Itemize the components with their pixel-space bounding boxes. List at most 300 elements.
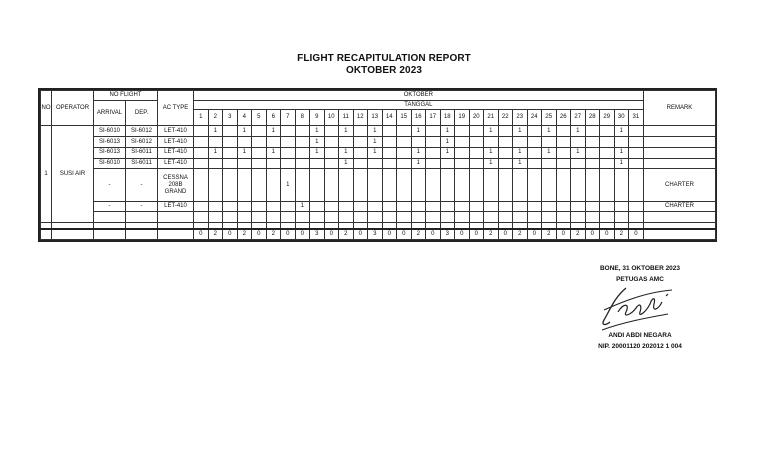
cell-empty xyxy=(643,212,716,223)
table-row xyxy=(41,147,716,158)
cell-day xyxy=(455,147,470,158)
cell-day xyxy=(498,137,513,148)
cell-day xyxy=(426,147,441,158)
cell-day xyxy=(353,201,368,212)
cell-day xyxy=(324,169,339,201)
cell-day xyxy=(324,137,339,148)
cell-day: 1 xyxy=(513,126,528,137)
cell-day xyxy=(397,169,412,201)
cell-day xyxy=(237,201,252,212)
cell-day: 1 xyxy=(208,147,223,158)
cell-day: 1 xyxy=(339,147,354,158)
header-day: 21 xyxy=(484,110,499,126)
header-day: 28 xyxy=(585,110,600,126)
cell-empty xyxy=(426,212,441,223)
cell-arrival: - xyxy=(94,201,126,212)
cell-day: 1 xyxy=(310,126,325,137)
cell-total: 0 xyxy=(295,229,310,240)
table-row xyxy=(41,201,716,212)
cell-day xyxy=(281,137,296,148)
header-remark: REMARK xyxy=(643,91,716,126)
cell-day xyxy=(194,126,209,137)
cell-empty xyxy=(41,229,52,240)
cell-empty xyxy=(411,212,426,223)
cell-empty xyxy=(339,212,354,223)
cell-day xyxy=(629,147,644,158)
cell-day xyxy=(426,137,441,148)
cell-day xyxy=(571,201,586,212)
header-day: 6 xyxy=(266,110,281,126)
cell-remark xyxy=(643,158,716,169)
handwritten-signature xyxy=(596,284,680,332)
cell-total: 0 xyxy=(527,229,542,240)
header-tanggal: TANGGAL xyxy=(194,100,644,110)
cell-day xyxy=(382,147,397,158)
cell-total: 2 xyxy=(339,229,354,240)
cell-total: 0 xyxy=(194,229,209,240)
cell-day xyxy=(353,126,368,137)
cell-day xyxy=(397,126,412,137)
cell-day: 1 xyxy=(368,137,383,148)
cell-day: 1 xyxy=(542,147,557,158)
cell-empty xyxy=(353,212,368,223)
cell-day xyxy=(411,169,426,201)
cell-day xyxy=(585,126,600,137)
cell-total: 2 xyxy=(237,229,252,240)
cell-ac-type: LET-410 xyxy=(158,137,194,148)
cell-day: 1 xyxy=(484,147,499,158)
recap-table-frame xyxy=(38,88,717,242)
cell-day xyxy=(440,158,455,169)
cell-empty xyxy=(397,212,412,223)
cell-day xyxy=(498,147,513,158)
cell-total: 2 xyxy=(614,229,629,240)
header-no: NO xyxy=(41,91,52,126)
cell-day xyxy=(382,137,397,148)
cell-day xyxy=(585,137,600,148)
cell-day: 1 xyxy=(310,147,325,158)
header-day: 29 xyxy=(600,110,615,126)
cell-day xyxy=(484,137,499,148)
cell-day xyxy=(368,169,383,201)
cell-day xyxy=(353,137,368,148)
cell-day xyxy=(281,147,296,158)
cell-total: 2 xyxy=(571,229,586,240)
cell-day: 1 xyxy=(411,158,426,169)
header-day: 3 xyxy=(223,110,238,126)
cell-day xyxy=(600,147,615,158)
cell-day xyxy=(469,158,484,169)
header-day: 31 xyxy=(629,110,644,126)
cell-arrival: SI-6010 xyxy=(94,158,126,169)
header-day: 9 xyxy=(310,110,325,126)
cell-total: 0 xyxy=(324,229,339,240)
cell-day xyxy=(600,126,615,137)
cell-day xyxy=(339,137,354,148)
cell-day xyxy=(542,201,557,212)
cell-empty xyxy=(643,229,716,240)
cell-remark: CHARTER xyxy=(643,169,716,201)
cell-day xyxy=(469,126,484,137)
report-subtitle: OKTOBER 2023 xyxy=(345,65,423,76)
table-row xyxy=(41,126,716,137)
cell-remark xyxy=(643,147,716,158)
cell-day xyxy=(324,201,339,212)
cell-empty xyxy=(208,212,223,223)
cell-empty xyxy=(527,212,542,223)
cell-day xyxy=(281,158,296,169)
cell-day xyxy=(440,201,455,212)
cell-day xyxy=(223,137,238,148)
signature-name: ANDI ABDI NEGARA xyxy=(608,332,672,339)
cell-day: 1 xyxy=(440,126,455,137)
cell-day xyxy=(252,137,267,148)
cell-day xyxy=(310,169,325,201)
cell-day xyxy=(281,126,296,137)
cell-day xyxy=(527,126,542,137)
cell-day xyxy=(585,201,600,212)
cell-total: 0 xyxy=(600,229,615,240)
cell-day xyxy=(542,158,557,169)
cell-day: 1 xyxy=(571,147,586,158)
header-day: 11 xyxy=(339,110,354,126)
cell-day xyxy=(455,201,470,212)
cell-day xyxy=(484,201,499,212)
cell-empty xyxy=(440,212,455,223)
cell-day xyxy=(208,137,223,148)
cell-day: 1 xyxy=(368,147,383,158)
table-row xyxy=(41,158,716,169)
cell-day xyxy=(469,169,484,201)
cell-total: 3 xyxy=(310,229,325,240)
cell-day xyxy=(585,169,600,201)
cell-day xyxy=(556,169,571,201)
cell-day xyxy=(237,137,252,148)
cell-day xyxy=(556,126,571,137)
cell-day xyxy=(295,147,310,158)
cell-dep: - xyxy=(126,201,158,212)
cell-day: 1 xyxy=(310,137,325,148)
header-day: 8 xyxy=(295,110,310,126)
cell-day xyxy=(382,158,397,169)
cell-day xyxy=(194,147,209,158)
cell-total: 0 xyxy=(426,229,441,240)
header-day: 10 xyxy=(324,110,339,126)
cell-day xyxy=(353,147,368,158)
cell-day xyxy=(498,126,513,137)
cell-day: 1 xyxy=(614,147,629,158)
cell-empty xyxy=(52,229,94,240)
cell-day xyxy=(527,201,542,212)
cell-day xyxy=(237,169,252,201)
cell-day xyxy=(208,158,223,169)
cell-day xyxy=(527,169,542,201)
header-operator: OPERATOR xyxy=(52,91,94,126)
cell-day xyxy=(455,137,470,148)
cell-day xyxy=(324,147,339,158)
cell-total: 2 xyxy=(411,229,426,240)
cell-day xyxy=(600,137,615,148)
cell-day: 1 xyxy=(440,137,455,148)
cell-total: 0 xyxy=(556,229,571,240)
cell-day xyxy=(295,158,310,169)
cell-day xyxy=(600,201,615,212)
cell-arrival: SI-6013 xyxy=(94,147,126,158)
cell-day xyxy=(295,126,310,137)
cell-day: 1 xyxy=(484,158,499,169)
cell-empty xyxy=(455,212,470,223)
cell-day xyxy=(223,201,238,212)
cell-empty xyxy=(281,212,296,223)
cell-remark xyxy=(643,126,716,137)
header-day: 16 xyxy=(411,110,426,126)
cell-total: 2 xyxy=(266,229,281,240)
cell-total: 2 xyxy=(542,229,557,240)
cell-day xyxy=(194,201,209,212)
cell-day xyxy=(382,126,397,137)
cell-day xyxy=(223,169,238,201)
table-row xyxy=(41,169,716,201)
cell-day xyxy=(469,147,484,158)
cell-day xyxy=(614,137,629,148)
header-day: 15 xyxy=(397,110,412,126)
header-ac-type: AC TYPE xyxy=(158,91,194,126)
cell-day xyxy=(353,169,368,201)
cell-day: 1 xyxy=(542,126,557,137)
cell-day: 1 xyxy=(571,126,586,137)
cell-dep: SI-6012 xyxy=(126,137,158,148)
cell-day xyxy=(527,147,542,158)
totals-row xyxy=(41,229,716,240)
cell-empty xyxy=(252,212,267,223)
header-day: 18 xyxy=(440,110,455,126)
cell-empty xyxy=(94,229,126,240)
cell-arrival: SI-6013 xyxy=(94,137,126,148)
cell-day xyxy=(324,126,339,137)
cell-empty xyxy=(614,212,629,223)
cell-day xyxy=(223,158,238,169)
cell-empty xyxy=(585,212,600,223)
cell-day: 1 xyxy=(440,147,455,158)
cell-day xyxy=(194,169,209,201)
header-arrival: ARRIVAL xyxy=(94,100,126,126)
cell-day xyxy=(208,201,223,212)
cell-day xyxy=(556,201,571,212)
cell-day xyxy=(469,137,484,148)
header-day: 27 xyxy=(571,110,586,126)
cell-ac-type: CESSNA 208B GRAND xyxy=(158,169,194,201)
cell-empty xyxy=(126,229,158,240)
cell-day xyxy=(223,147,238,158)
cell-day xyxy=(426,201,441,212)
cell-day xyxy=(368,201,383,212)
cell-day xyxy=(295,169,310,201)
cell-day xyxy=(382,201,397,212)
cell-empty xyxy=(237,212,252,223)
cell-day xyxy=(498,201,513,212)
cell-day xyxy=(498,158,513,169)
cell-total: 0 xyxy=(252,229,267,240)
cell-empty xyxy=(542,212,557,223)
cell-empty xyxy=(324,212,339,223)
cell-day: 1 xyxy=(281,169,296,201)
cell-day: 1 xyxy=(484,126,499,137)
cell-day xyxy=(571,137,586,148)
cell-day: 1 xyxy=(614,126,629,137)
header-day: 24 xyxy=(527,110,542,126)
signature-role: PETUGAS AMC xyxy=(616,276,664,283)
group-no: 1 xyxy=(41,126,52,223)
cell-empty xyxy=(126,212,158,223)
cell-day: 1 xyxy=(411,147,426,158)
header-row xyxy=(41,91,716,101)
cell-empty xyxy=(368,212,383,223)
cell-day xyxy=(397,147,412,158)
cell-day xyxy=(542,169,557,201)
cell-dep: - xyxy=(126,169,158,201)
cell-day xyxy=(252,169,267,201)
cell-day xyxy=(368,158,383,169)
cell-day xyxy=(614,169,629,201)
header-day: 20 xyxy=(469,110,484,126)
cell-total: 0 xyxy=(469,229,484,240)
cell-empty xyxy=(194,212,209,223)
header-day: 1 xyxy=(194,110,209,126)
cell-day xyxy=(223,126,238,137)
cell-day xyxy=(513,137,528,148)
header-day: 17 xyxy=(426,110,441,126)
cell-day xyxy=(281,201,296,212)
cell-day xyxy=(194,158,209,169)
cell-day xyxy=(266,137,281,148)
cell-total: 2 xyxy=(484,229,499,240)
cell-day xyxy=(397,137,412,148)
cell-day xyxy=(411,137,426,148)
cell-day: 1 xyxy=(513,147,528,158)
cell-empty xyxy=(94,212,126,223)
cell-day xyxy=(310,158,325,169)
cell-total: 3 xyxy=(440,229,455,240)
cell-empty xyxy=(629,212,644,223)
header-day: 5 xyxy=(252,110,267,126)
cell-day xyxy=(455,169,470,201)
cell-empty xyxy=(158,212,194,223)
cell-day xyxy=(426,126,441,137)
cell-day xyxy=(542,137,557,148)
cell-ac-type: LET-410 xyxy=(158,158,194,169)
cell-day: 1 xyxy=(614,158,629,169)
cell-day xyxy=(382,169,397,201)
cell-day xyxy=(353,158,368,169)
cell-day xyxy=(252,126,267,137)
cell-day: 1 xyxy=(339,126,354,137)
cell-day xyxy=(266,201,281,212)
header-day: 30 xyxy=(614,110,629,126)
cell-total: 0 xyxy=(223,229,238,240)
report-title: FLIGHT RECAPITULATION REPORT xyxy=(297,53,471,64)
cell-day xyxy=(571,158,586,169)
cell-day xyxy=(440,169,455,201)
cell-dep: SI-6011 xyxy=(126,147,158,158)
cell-day: 1 xyxy=(339,158,354,169)
header-day: 12 xyxy=(353,110,368,126)
cell-day xyxy=(629,126,644,137)
cell-day xyxy=(455,158,470,169)
cell-empty xyxy=(469,212,484,223)
cell-day: 1 xyxy=(237,126,252,137)
cell-day xyxy=(556,137,571,148)
cell-day xyxy=(585,158,600,169)
cell-day xyxy=(310,201,325,212)
cell-day xyxy=(426,169,441,201)
cell-day xyxy=(527,137,542,148)
cell-day xyxy=(237,158,252,169)
cell-day xyxy=(266,169,281,201)
cell-empty xyxy=(223,212,238,223)
cell-ac-type: LET-410 xyxy=(158,201,194,212)
recap-table xyxy=(40,90,716,240)
cell-day xyxy=(571,169,586,201)
cell-empty xyxy=(382,212,397,223)
cell-total: 2 xyxy=(513,229,528,240)
cell-ac-type: LET-410 xyxy=(158,147,194,158)
cell-day xyxy=(397,158,412,169)
header-day: 13 xyxy=(368,110,383,126)
header-day: 7 xyxy=(281,110,296,126)
cell-day: 1 xyxy=(411,126,426,137)
header-day: 26 xyxy=(556,110,571,126)
cell-day xyxy=(614,201,629,212)
cell-total: 3 xyxy=(368,229,383,240)
cell-day: 1 xyxy=(368,126,383,137)
header-month: OKTOBER xyxy=(194,91,644,101)
cell-empty xyxy=(158,229,194,240)
cell-day xyxy=(469,201,484,212)
cell-day xyxy=(513,201,528,212)
cell-day xyxy=(629,201,644,212)
cell-arrival: SI-6010 xyxy=(94,126,126,137)
cell-empty xyxy=(310,212,325,223)
cell-day xyxy=(556,158,571,169)
header-day: 25 xyxy=(542,110,557,126)
cell-arrival: - xyxy=(94,169,126,201)
cell-day xyxy=(600,169,615,201)
cell-empty xyxy=(513,212,528,223)
cell-empty xyxy=(571,212,586,223)
cell-empty xyxy=(484,212,499,223)
cell-day xyxy=(600,158,615,169)
cell-day xyxy=(629,137,644,148)
cell-total: 0 xyxy=(397,229,412,240)
header-no-flight: NO FLIGHT xyxy=(94,91,158,101)
cell-total: 0 xyxy=(382,229,397,240)
cell-day xyxy=(339,169,354,201)
cell-day xyxy=(629,169,644,201)
cell-day xyxy=(411,201,426,212)
header-day: 23 xyxy=(513,110,528,126)
cell-day: 1 xyxy=(266,147,281,158)
cell-day: 1 xyxy=(208,126,223,137)
cell-dep: SI-6012 xyxy=(126,126,158,137)
cell-total: 0 xyxy=(585,229,600,240)
cell-total: 0 xyxy=(455,229,470,240)
cell-total: 0 xyxy=(498,229,513,240)
cell-day: 1 xyxy=(513,158,528,169)
table-row-empty xyxy=(41,212,716,223)
cell-day xyxy=(208,169,223,201)
header-day: 4 xyxy=(237,110,252,126)
cell-day xyxy=(556,147,571,158)
